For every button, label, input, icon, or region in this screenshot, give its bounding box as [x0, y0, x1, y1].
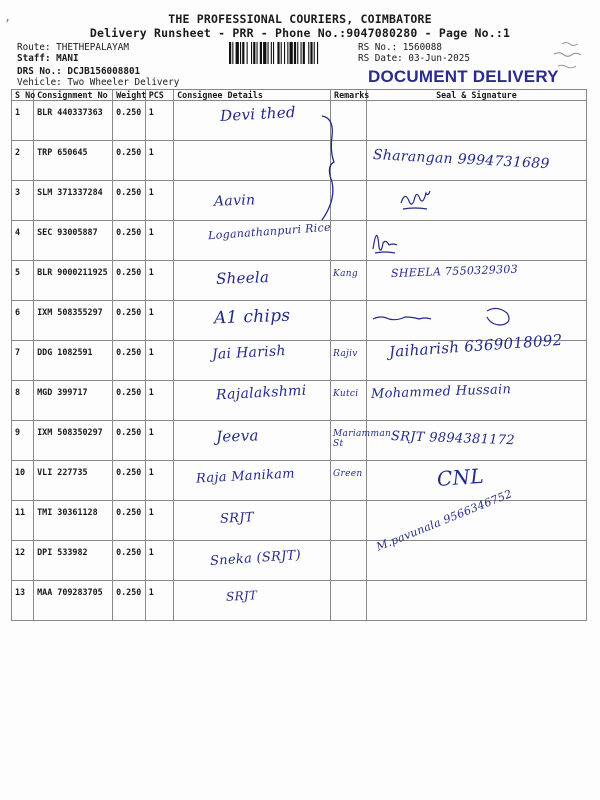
- handwritten-consignee: A1 chips: [213, 305, 291, 329]
- row-seal-signature: [366, 461, 586, 501]
- row-sno: 11: [12, 501, 34, 541]
- corner-scribble: [548, 38, 588, 74]
- handwritten-signature: SRJT 9894381172: [390, 429, 515, 449]
- table-row: [12, 141, 587, 181]
- handwritten-consignee: Rajalakshmi: [215, 382, 307, 404]
- staff-label: Staff: MANI: [17, 53, 79, 64]
- row-pcs: 1: [145, 141, 173, 181]
- row-sno: 4: [12, 221, 34, 261]
- corner-mark: ‚: [4, 10, 12, 24]
- table-row: [12, 101, 587, 141]
- row-pcs: 1: [145, 501, 173, 541]
- handwritten-consignee: Jai Harish: [211, 343, 287, 363]
- row-remarks: [331, 421, 392, 461]
- row-sno: 10: [12, 461, 34, 501]
- handwritten-consignee: Sneka (SRJT): [209, 547, 302, 570]
- row-pcs: 1: [145, 541, 173, 581]
- row-weight: 0.250: [113, 341, 146, 381]
- handwritten-signature: M.pavunala 9566346752: [374, 487, 514, 554]
- row-remarks: [331, 381, 367, 421]
- route-label: Route: THETHEPALAYAM: [17, 42, 129, 53]
- table-row: [12, 381, 587, 421]
- row-seal-signature: [366, 330, 586, 381]
- row-sno: 9: [12, 421, 34, 461]
- signature-scribble: [367, 221, 567, 261]
- row-seal-signature: [366, 101, 586, 141]
- table-row: [12, 181, 587, 221]
- row-pcs: 1: [145, 101, 173, 141]
- row-weight: 0.250: [113, 141, 146, 181]
- row-remarks: [331, 261, 367, 301]
- row-seal-signature: [366, 581, 586, 621]
- company-title: THE PROFESSIONAL COURIERS, COIMBATORE: [168, 12, 432, 26]
- table-header-row: [12, 90, 587, 101]
- row-consignment: MGD 399717: [34, 381, 113, 421]
- handwritten-signature: Mohammed Hussain: [370, 382, 512, 402]
- row-pcs: 1: [145, 381, 173, 421]
- row-weight: 0.250: [113, 501, 146, 541]
- row-consignee-details: [174, 101, 331, 141]
- handwritten-signature: CNL: [436, 463, 485, 491]
- vehicle-label: Vehicle: Two Wheeler Delivery: [17, 77, 180, 88]
- row-pcs: 1: [145, 421, 173, 461]
- row-consignment: DPI 533982: [34, 541, 113, 581]
- row-consignee-details: [174, 181, 331, 221]
- row-weight: 0.250: [113, 101, 146, 141]
- table-row: [12, 501, 587, 541]
- handwritten-signature: SHEELA 7550329303: [390, 262, 519, 280]
- row-consignment: BLR 440337363: [34, 101, 113, 141]
- row-consignment: BLR 9000211925: [34, 261, 113, 301]
- row-sno: 2: [12, 141, 34, 181]
- table-row: [12, 221, 587, 261]
- row-seal-signature: [366, 221, 586, 261]
- row-consignment: IXM 508350297: [34, 421, 113, 461]
- row-consignee-details: [174, 141, 331, 181]
- handwritten-remarks: Rajiv: [333, 349, 358, 359]
- row-consignment: SLM 371337284: [34, 181, 113, 221]
- handwritten-remarks: Kutci: [333, 389, 359, 399]
- header-consignment: Consignment No: [34, 90, 113, 101]
- row-seal-signature: [366, 181, 586, 221]
- row-weight: 0.250: [113, 261, 146, 301]
- row-weight: 0.250: [113, 181, 146, 221]
- table-row: [12, 341, 587, 381]
- row-sno: 13: [12, 581, 34, 621]
- handwritten-signature: Sharangan 9994731689: [372, 147, 550, 173]
- handwritten-bracket: [320, 112, 340, 222]
- row-sno: 3: [12, 181, 34, 221]
- table-row: [12, 421, 587, 461]
- row-sno: 8: [12, 381, 34, 421]
- row-consignment: TMI 30361128: [34, 501, 113, 541]
- delivery-table: [11, 89, 587, 621]
- handwritten-consignee: Devi thed: [219, 103, 297, 125]
- row-weight: 0.250: [113, 461, 146, 501]
- row-consignee-details: [174, 581, 331, 621]
- row-pcs: 1: [145, 341, 173, 381]
- row-consignment: TRP 650645: [34, 141, 113, 181]
- row-weight: 0.250: [113, 581, 146, 621]
- row-consignee-details: [174, 381, 331, 421]
- header-pcs: PCS: [145, 90, 173, 101]
- handwritten-signature: Jaiharish 6369018092: [388, 330, 563, 361]
- runsheet-title: Delivery Runsheet - PRR - Phone No.:9047080280 - Page No.:1: [89, 26, 511, 40]
- row-consignee-details: [174, 501, 331, 541]
- row-seal-signature: [366, 421, 586, 461]
- drs-number: DRS No.: DCJB156008801: [17, 66, 141, 77]
- handwritten-consignee: Raja Manikam: [195, 466, 296, 487]
- row-consignment: IXM 508355297: [34, 301, 113, 341]
- row-remarks: [331, 221, 367, 261]
- header-weight: Weight: [113, 90, 146, 101]
- handwritten-consignee: Loganathanpuri Rice: [207, 220, 332, 243]
- row-consignee-details: [174, 341, 331, 381]
- row-seal-signature: [366, 261, 586, 301]
- row-sno: 5: [12, 261, 34, 301]
- row-remarks: [331, 581, 367, 621]
- row-consignment: SEC 93005887: [34, 221, 113, 261]
- rs-number: RS No.: 1560088: [358, 42, 442, 53]
- row-consignee-details: [174, 301, 331, 341]
- row-seal-signature: [366, 381, 586, 421]
- table-row: [12, 541, 587, 581]
- row-seal-signature: [366, 141, 586, 181]
- row-pcs: 1: [145, 581, 173, 621]
- row-consignee-details: [174, 221, 331, 261]
- row-sno: 1: [12, 101, 34, 141]
- row-consignee-details: [174, 421, 331, 461]
- handwritten-consignee: SRJT: [225, 588, 258, 604]
- header-seal: Seal & Signature: [366, 90, 586, 101]
- row-pcs: 1: [145, 181, 173, 221]
- barcode-image: [229, 42, 355, 64]
- row-consignee-details: [174, 261, 331, 301]
- handwritten-remarks: Kang: [333, 269, 358, 279]
- handwritten-consignee: Aavin: [213, 192, 256, 210]
- row-consignment: DDG 1082591: [34, 341, 113, 381]
- row-seal-signature: [366, 487, 586, 581]
- row-consignment: VLI 227735: [34, 461, 113, 501]
- row-weight: 0.250: [113, 221, 146, 261]
- row-pcs: 1: [145, 221, 173, 261]
- header-details: Consignee Details: [174, 90, 331, 101]
- handwritten-consignee: Sheela: [215, 268, 270, 288]
- row-sno: 7: [12, 341, 34, 381]
- table-row: [12, 581, 587, 621]
- row-weight: 0.250: [113, 301, 146, 341]
- rs-date: RS Date: 03-Jun-2025: [358, 53, 470, 64]
- row-sno: 6: [12, 301, 34, 341]
- table-row: [12, 261, 587, 301]
- row-pcs: 1: [145, 261, 173, 301]
- row-remarks: [331, 341, 367, 381]
- row-weight: 0.250: [113, 381, 146, 421]
- row-remarks: [331, 461, 367, 501]
- signature-scribble: [367, 181, 567, 221]
- handwritten-remarks: Mariamman St: [333, 429, 392, 449]
- header-sno: S No: [12, 90, 34, 101]
- handwritten-consignee: SRJT: [219, 510, 255, 527]
- handwritten-consignee: Jeeva: [215, 426, 260, 446]
- document-delivery-stamp: DOCUMENT DELIVERY: [368, 67, 559, 86]
- row-consignee-details: [174, 541, 331, 581]
- row-weight: 0.250: [113, 421, 146, 461]
- handwritten-remarks: Green: [333, 469, 363, 479]
- header-remarks: Remarks: [331, 90, 367, 101]
- row-remarks: [331, 301, 367, 341]
- row-weight: 0.250: [113, 541, 146, 581]
- row-consignment: MAA 709283705: [34, 581, 113, 621]
- row-remarks: [331, 501, 367, 541]
- row-sno: 12: [12, 541, 34, 581]
- row-pcs: 1: [145, 301, 173, 341]
- row-pcs: 1: [145, 461, 173, 501]
- row-consignee-details: [174, 461, 331, 501]
- row-remarks: [331, 541, 367, 581]
